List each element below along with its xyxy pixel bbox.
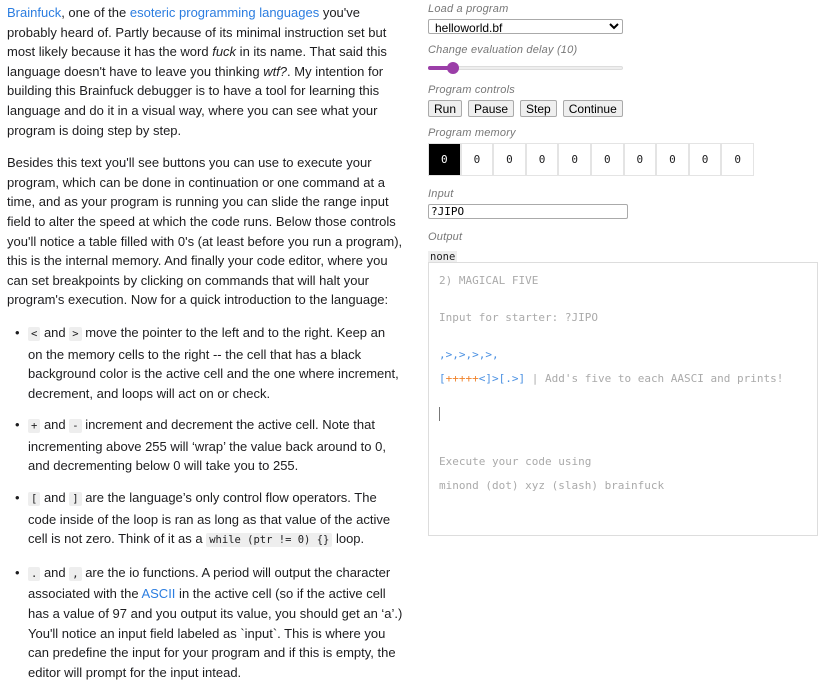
- list-item: [28, 415, 403, 476]
- run-button[interactable]: Run: [428, 100, 462, 117]
- pause-button[interactable]: Pause: [468, 100, 514, 117]
- code-line: minond (dot) xyz (slash) brainfuck: [439, 479, 665, 492]
- emphasis: fuck: [212, 44, 237, 60]
- text: are the language’s only control flow operators. The code inside of the loop is ran as long as that value of the active cell is not zero. Think of it as a: [28, 490, 391, 547]
- step-button[interactable]: Step: [520, 100, 557, 117]
- brainfuck-link[interactable]: Brainfuck: [7, 5, 62, 20]
- comment: | Add's five to each AASCI and prints!: [525, 372, 784, 385]
- code: +: [28, 419, 40, 433]
- text: increment and decrement the active cell. Note that incrementing above 255 will ‘wrap’ the value back around to 0, and decrementing below 0 will take you to 255.: [28, 417, 386, 474]
- continue-button[interactable]: Continue: [563, 100, 623, 117]
- memory-cell: 0: [689, 143, 722, 176]
- text-cursor: [439, 407, 807, 424]
- text: and: [40, 417, 70, 433]
- list-item: [28, 563, 403, 683]
- text: move the pointer to the left and to the right. Keep an on the memory cells to the right -- the cell that has a black background color is the active cell and the one where increment, decrement, and loops will act on or check.: [28, 324, 399, 401]
- command[interactable]: [: [439, 372, 446, 385]
- code: -: [69, 419, 81, 433]
- input-label: Input: [428, 188, 454, 200]
- load-label: Load a program: [428, 3, 509, 15]
- memory-cell: 0: [526, 143, 559, 176]
- code: <: [28, 327, 40, 341]
- memory-cell: 0: [624, 143, 657, 176]
- code: ,: [69, 567, 81, 581]
- text: you've probably heard of. Partly because of its minimal instruction set but most likely because it has the word: [7, 5, 387, 60]
- controls-paragraph: Besides this text you'll see buttons you can use to execute your program, which can be done in continuation or one command at a time, and as your program is running you can slide the range input field to alter the speed at which the code runs. Below those controls you'll notice a table filled with 0's (at least before you run a program), this is the internal memory. And finally your code editor, where you can set breakpoints by clicking on commands that will halt your program's execution. Now for a quick introduction to the language:: [7, 155, 403, 308]
- memory-cell: 0: [493, 143, 526, 176]
- intro-text: [7, 3, 403, 694]
- text: and: [40, 564, 70, 580]
- code-line: Execute your code using: [439, 455, 592, 468]
- text: and: [40, 490, 70, 506]
- controls-label: Program controls: [428, 84, 515, 96]
- list-item: [28, 488, 403, 551]
- code: .: [28, 567, 40, 581]
- memory-cell: 0: [591, 143, 624, 176]
- code: >: [69, 327, 81, 341]
- text: and: [40, 324, 70, 340]
- text: in the active cell (so if the active cell has a value of 97 and you output its value, you should get an ‘a’.) You'll notice an input field labeled as `input`. This is where you can predefine the input for your program and if this is empty, the editor will prompt for the input intead.: [28, 586, 403, 680]
- esoteric-languages-link[interactable]: esoteric programming languages: [129, 5, 320, 20]
- controls-panel: [428, 0, 823, 265]
- program-output: none: [430, 251, 456, 263]
- memory-cell: 0: [461, 143, 494, 176]
- program-input[interactable]: [428, 204, 628, 219]
- delay-label: Change evaluation delay (10): [428, 44, 578, 56]
- slider-thumb[interactable]: [447, 62, 459, 74]
- memory-label: Program memory: [428, 127, 516, 139]
- code-line: 2) MAGICAL FIVE: [439, 274, 539, 287]
- memory-cell: 0: [656, 143, 689, 176]
- delay-slider[interactable]: [428, 62, 623, 74]
- ascii-link[interactable]: ASCII: [141, 586, 176, 602]
- memory-cell: 0: [721, 143, 754, 176]
- intro-paragraph: [7, 3, 403, 140]
- code: [: [28, 492, 40, 506]
- text: . My intention for building this Brainfuck debugger is to have a tool for learning this language and do it in a visual way, where you can see what your program is doing step by step.: [7, 63, 384, 138]
- code-line: Input for starter: ?JIPO: [439, 311, 598, 324]
- code-editor[interactable]: [428, 262, 818, 536]
- language-list: [7, 323, 403, 683]
- code: ]: [69, 492, 81, 506]
- code-line[interactable]: [439, 373, 807, 385]
- program-select[interactable]: [428, 19, 623, 34]
- command[interactable]: +++++: [445, 372, 479, 385]
- memory-cell: 0: [558, 143, 591, 176]
- output-label: Output: [428, 231, 463, 243]
- emphasis: wtf?: [263, 63, 288, 79]
- text: in its name. That said this language doesn't have to leave you thinking: [7, 44, 387, 79]
- command[interactable]: <]>[.>]: [478, 372, 526, 385]
- text: loop.: [332, 531, 365, 547]
- text: are the io functions. A period will output the character associated with the: [28, 564, 391, 602]
- memory-cell: 0: [428, 143, 461, 176]
- code: while (ptr != 0) {}: [206, 533, 332, 547]
- text: , one of the: [61, 5, 130, 20]
- list-item: [28, 323, 403, 403]
- code-line[interactable]: ,>,>,>,>,: [439, 348, 499, 361]
- memory-table: [428, 143, 823, 176]
